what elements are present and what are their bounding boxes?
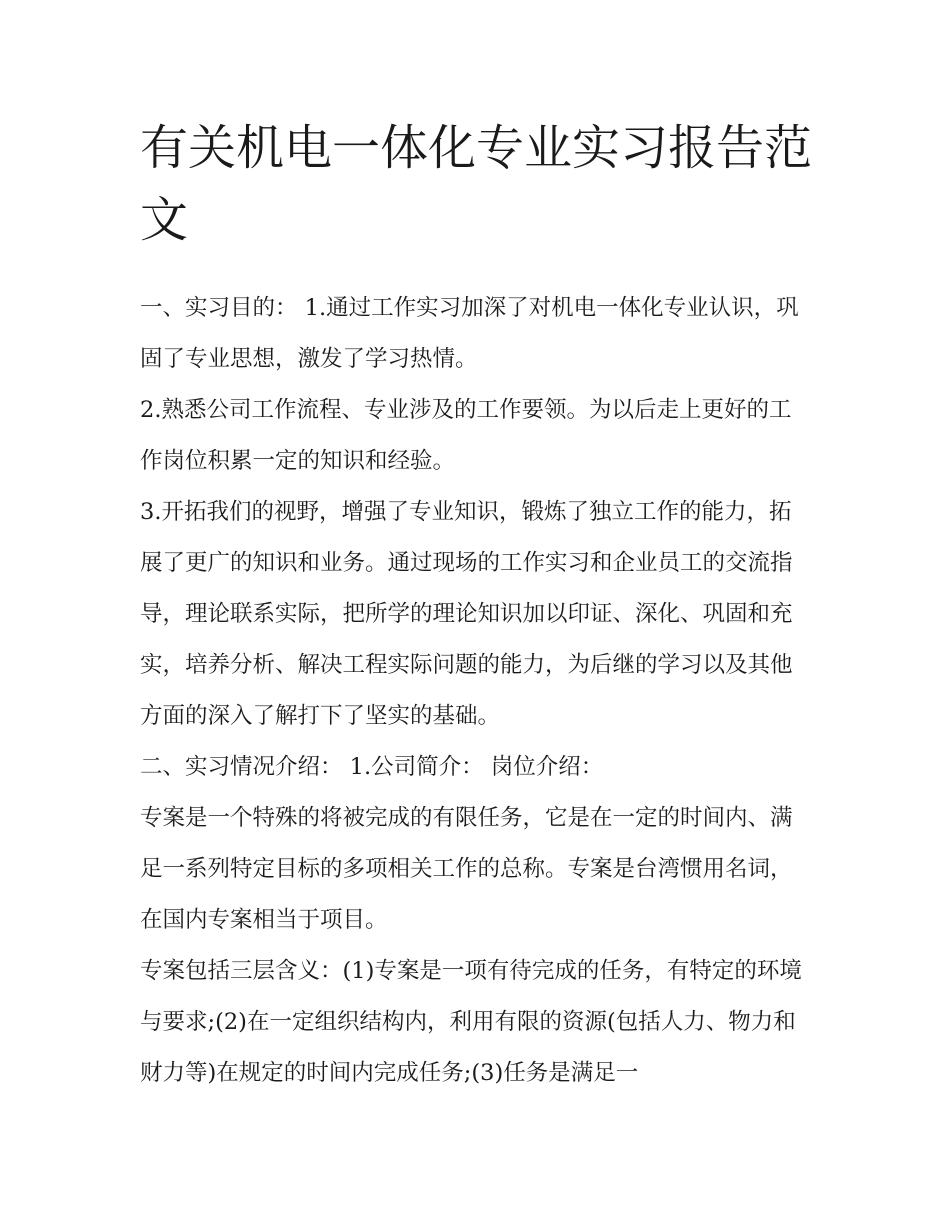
document-title: 有关机电一体化专业实习报告范文	[140, 120, 813, 248]
document-content	[140, 112, 812, 1099]
paragraph-objectives-3: 3.开拓我们的视野，增强了专业知识，锻炼了独立工作的能力，拓展了更广的知识和业务。通过现场的工作实习和企业员工的交流指导，理论联系实际，把所学的理论知识加以印证、深化、巩固和充实，培养分析、解决工程实际问题的能力，为后继的学习以及其他方面的深入了解打下了坚实的基础。	[140, 499, 793, 729]
paragraph-objectives-1: 一、实习目的： 1.通过工作实习加深了对机电一体化专业认识，巩固了专业思想，激发了学习热情。	[140, 295, 799, 372]
paragraph-objectives-2: 2.熟悉公司工作流程、专业涉及的工作要领。为以后走上更好的工作岗位积累一定的知识和经验。	[140, 397, 792, 474]
document-body	[140, 283, 812, 1099]
paragraph-project-definition: 专案是一个特殊的将被完成的有限任务，它是在一定的时间内、满足一系列特定目标的多项相关工作的总称。专案是台湾惯用名词，在国内专案相当于项目。	[140, 805, 793, 933]
paragraph-project-meaning: 专案包括三层含义：(1)专案是一项有待完成的任务，有特定的环境与要求;(2)在一定组织结构内，利用有限的资源(包括人力、物力和财力等)在规定的时间内完成任务;(3)任务是满足一	[140, 958, 802, 1086]
paragraph-situation-heading: 二、实习情况介绍： 1.公司简介： 岗位介绍：	[140, 754, 604, 780]
